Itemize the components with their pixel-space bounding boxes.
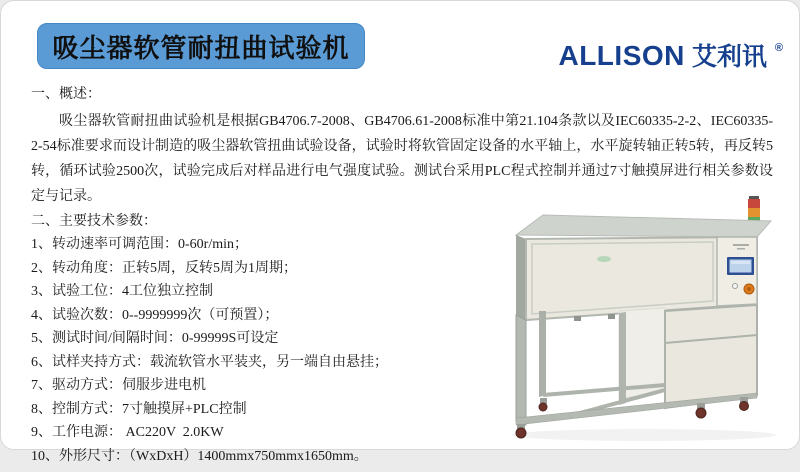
emergency-stop-button xyxy=(744,284,754,294)
lower-cabinet xyxy=(665,305,757,408)
overview-paragraph: 吸尘器软管耐扭曲试验机是根据GB4706.7-2008、GB4706.61-2008标准中第21.104条款以及IEC60335-2-2、IEC60335-2-54标准要求而设计制造的吸尘器软管扭曲试验设备，试验时将软管固定设备的水平轴上，水平旋转轴正转5转，再反转5转，循环试验2500次，试验完成后对样品进行电气强度试验。测试台采用PLC程式控制并通过7寸触摸屏进行相关参数设定与记录。 xyxy=(31,114,773,204)
logo-text-en: ALLISON xyxy=(558,40,685,71)
frame-legs xyxy=(516,311,626,425)
spec-item-stations: 3、试验工位：4工位独立控制 xyxy=(31,284,213,299)
spec-item-test-count: 4、试验次数：0--9999999次（可预置）； xyxy=(31,307,279,323)
page-title-banner xyxy=(37,23,365,69)
start-button xyxy=(733,284,738,289)
spec-item-clamping: 6、试样夹持方式：载流软管水平装夹，另一端自由悬挂； xyxy=(31,354,388,370)
page-title: 吸尘器软管耐扭曲试验机 xyxy=(52,33,350,63)
spec-item-drive: 7、驱动方式：伺服步进电机 xyxy=(31,378,206,393)
spec-item-control: 8、控制方式：7寸触摸屏+PLC控制 xyxy=(31,401,247,417)
touchscreen-display xyxy=(727,257,754,275)
spec-item-rotation-angle: 2、转动角度：正转5周，反转5周为1周期； xyxy=(31,260,297,276)
machine-photo xyxy=(499,187,794,442)
registered-trademark-icon: ® xyxy=(774,42,783,54)
specs-heading: 二、主要技术参数： xyxy=(31,214,157,229)
spec-item-rotation-speed: 1、转动速率可调范围：0-60r/min； xyxy=(31,237,248,252)
spec-item-test-time: 5、测试时间/间隔时间：0-99999S可设定 xyxy=(31,331,279,346)
spec-item-power: 9、工作电源： AC220V 2.0KW xyxy=(31,425,224,440)
brand-logo xyxy=(558,37,783,73)
floor-shadow xyxy=(512,429,776,441)
panel-label-lines xyxy=(733,244,749,246)
control-panel xyxy=(717,237,757,306)
logo-text-cn: 艾利讯 xyxy=(691,43,767,71)
spec-item-dimensions: 10、外形尺寸：（WxDxH）1400mmx750mmx1650mm。 xyxy=(31,448,368,464)
overview-heading: 一、概述： xyxy=(31,87,101,102)
